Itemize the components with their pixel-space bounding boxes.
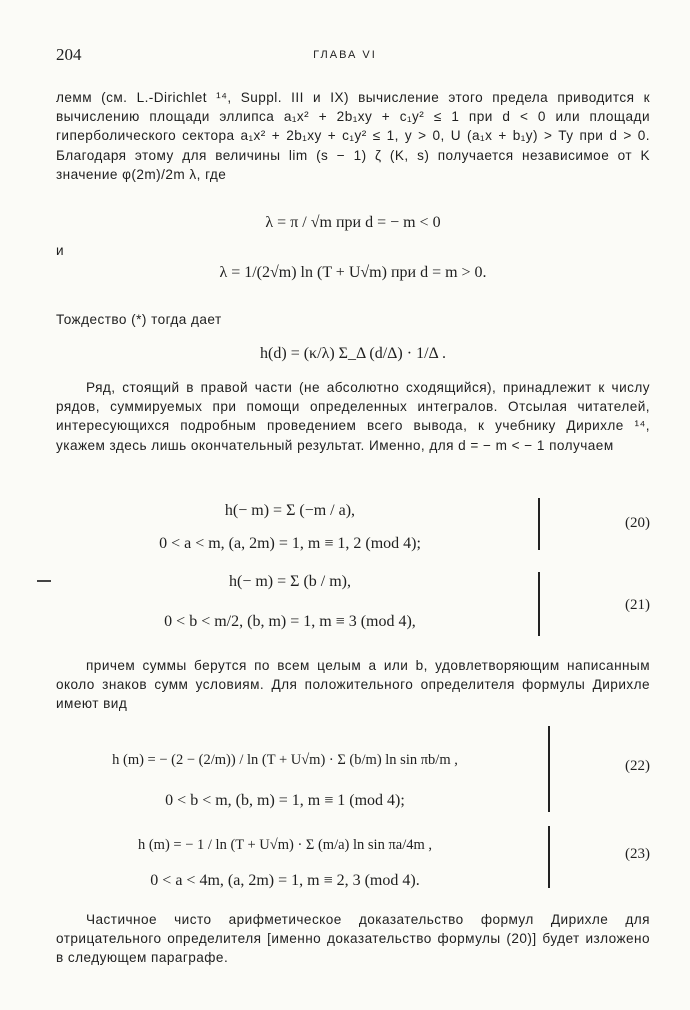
formula-23-number: (23) [625,846,650,862]
chapter-title: ГЛАВА VI [313,49,377,61]
paragraph-3: причем суммы берутся по всем целым a или b, удовлетворяющим написанным около знаков сумм условиям. Для положительного определителя формулы Дирихле имеют вид [56,658,650,712]
identity-line: Тождество (*) тогда дает [56,312,222,327]
formula-21-line-2: 0 < b < m/2, (b, m) = 1, m ≡ 3 (mod 4), [164,613,416,630]
formula-21-number: (21) [625,597,650,613]
formula-20-number: (20) [625,515,650,531]
formula-23-line-1: h (m) = − 1 / ln (T + U√m) · Σ (m/a) ln sin πa/4m , [137,837,433,853]
formula-22-line-2: 0 < b < m, (b, m) = 1, m ≡ 1 (mod 4); [165,792,405,809]
formula-23-line-2: 0 < a < 4m, (a, 2m) = 1, m ≡ 2, 3 (mod 4). [150,872,420,889]
formula-22-bracket [548,726,550,812]
paragraph-4: Частичное чисто арифметическое доказательство формул Дирихле для отрицательного определителя [именно доказательство формулы (20)] будет изложено в следующем параграфе. [56,912,650,966]
formula-21-bracket [538,572,540,636]
equation-lambda-positive: λ = 1/(2√m) ln (T + U√m) при d = m > 0. [219,264,487,281]
formula-20-bracket [538,498,540,550]
formula-22-line-1: h (m) = − (2 − (2/m)) / ln (T + U√m) · Σ (b/m) ln sin πb/m , [112,752,458,768]
equation-h-of-d: h(d) = (κ/λ) Σ_Δ (d/Δ) · 1/Δ . [260,345,446,362]
paragraph-2: Ряд, стоящий в правой части (не абсолютно сходящийся), принадлежит к числу рядов, суммируемых при помощи определенных интегралов. Отсылая читателей, интересующихся подробным проведением всего вывода, к учебнику Дирихле ¹⁴, укажем здесь лишь окончательный результат. Именно, для d = − m < − 1 получаем [56,380,650,453]
formula-23-bracket [548,826,550,888]
page-header [56,45,634,67]
formula-20-line-1: h(− m) = Σ (−m / a), [224,502,356,519]
conjunction-and: и [56,243,64,258]
paragraph-1: лемм (см. L.-Dirichlet ¹⁴, Suppl. III и IX) вычисление этого предела приводится к вычислению площади эллипса a₁x² + 2b₁xy + c₁y² ≤ 1 при d < 0 или площади гиперболического сектора a₁x² + 2b₁xy + c₁y² ≤ 1, y > 0, U (a₁x + b₁y) > Ty при d > 0. Благодаря этому для величины lim (s − 1) ζ (K, s) получается независимое от K значение φ(2m)/2m λ, где [56,90,650,182]
formula-22-number: (22) [625,758,650,774]
page-number: 204 [56,45,82,64]
formula-21-line-1: h(− m) = Σ (b / m), [228,573,351,590]
formula-20-line-2: 0 < a < m, (a, 2m) = 1, m ≡ 1, 2 (mod 4); [159,535,421,552]
equation-lambda-negative: λ = π / √m при d = − m < 0 [265,214,441,231]
